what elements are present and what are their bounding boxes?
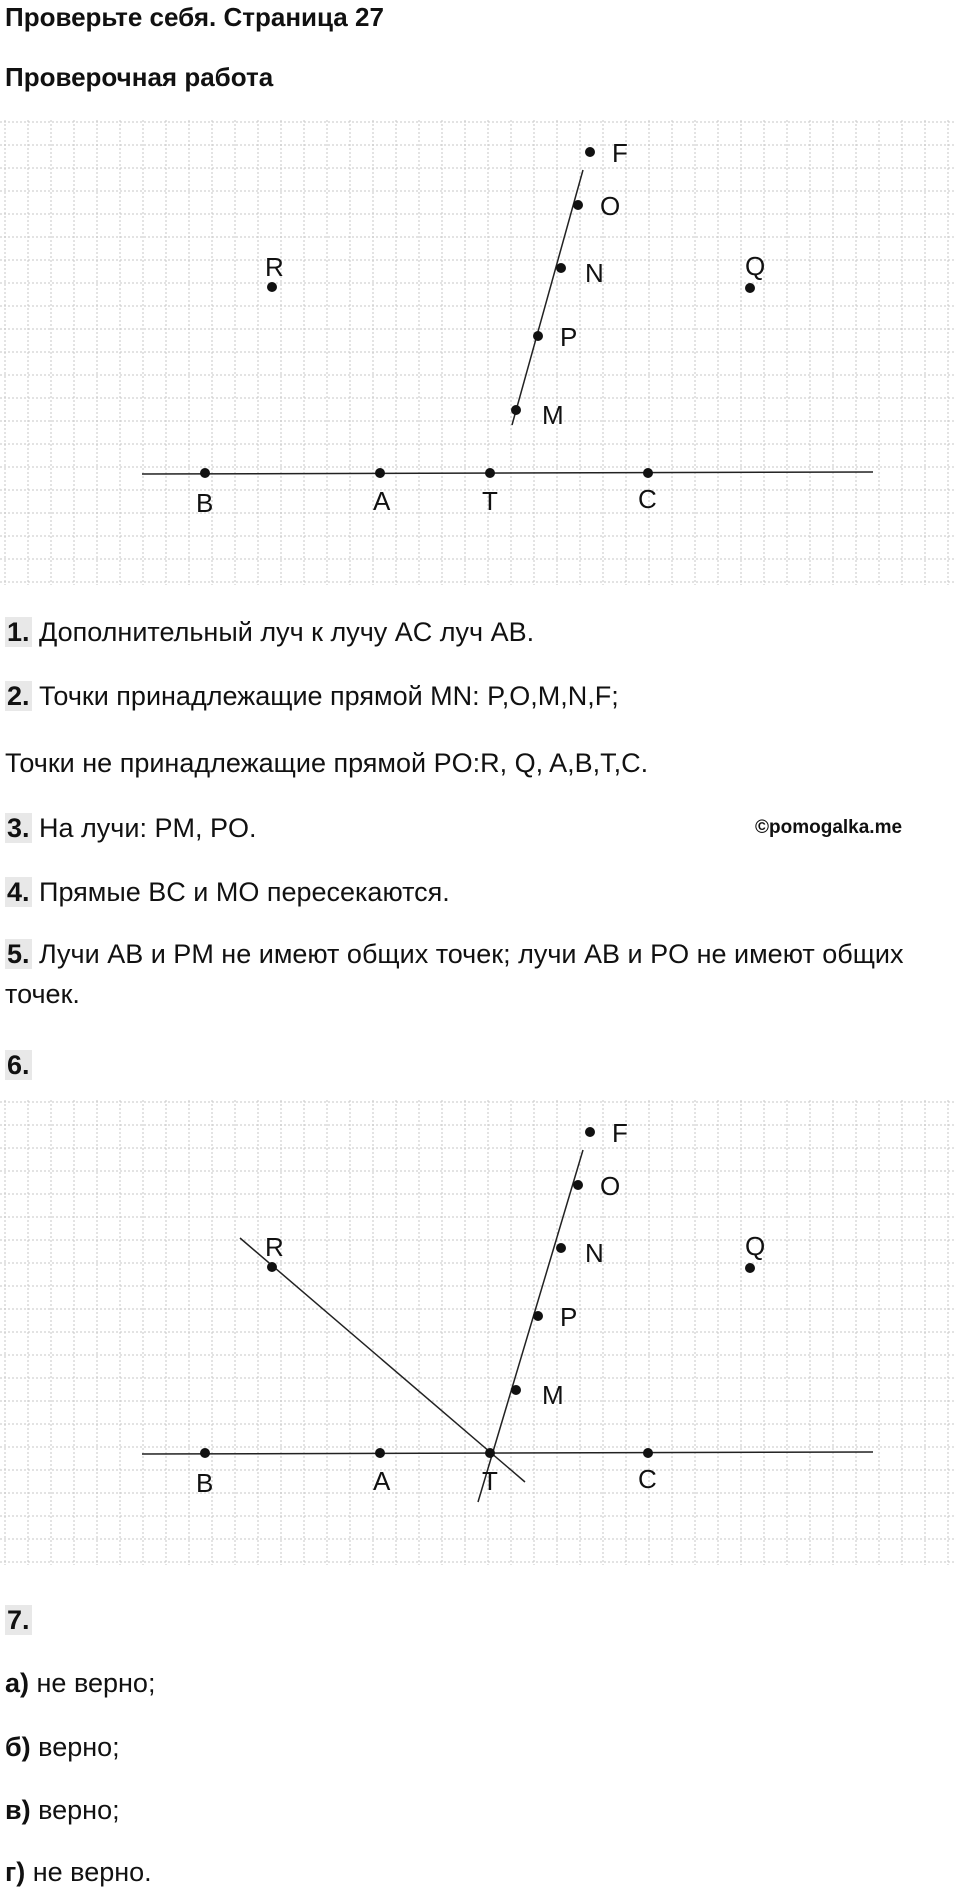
point-label-b: B	[196, 488, 214, 518]
point-label-q: Q	[745, 1231, 766, 1261]
point-label-m: M	[542, 1380, 564, 1410]
answer-1	[5, 612, 955, 652]
answer-4	[5, 872, 955, 912]
answer-7a	[5, 1663, 955, 1703]
grid-paper	[0, 1100, 955, 1565]
point-label-a: A	[373, 486, 391, 516]
answer-7d	[5, 1852, 955, 1892]
grid-paper	[0, 120, 955, 585]
point-label-c: C	[638, 1464, 657, 1494]
answer-key: в)	[5, 1795, 31, 1825]
point-label-c: C	[638, 484, 657, 514]
point-o	[573, 200, 583, 210]
point-c	[643, 1448, 653, 1458]
answer-7c	[5, 1790, 955, 1830]
line-mf	[512, 170, 583, 425]
point-r	[267, 1262, 277, 1272]
point-label-t: T	[482, 1466, 498, 1496]
point-label-a: A	[373, 1466, 391, 1496]
line-rt	[240, 1238, 525, 1482]
watermark-text: ©pomogalka.me	[755, 817, 903, 838]
point-b	[200, 1448, 210, 1458]
line-bc	[142, 1452, 873, 1454]
point-label-p: P	[560, 322, 578, 352]
answer-number: 5.	[7, 939, 30, 969]
point-p	[533, 1311, 543, 1321]
answer-number: 4.	[7, 877, 30, 907]
line-bc	[142, 472, 873, 474]
answer-text: верно;	[30, 1795, 120, 1825]
answer-number: 3.	[7, 813, 30, 843]
point-n	[556, 1243, 566, 1253]
point-label-n: N	[585, 258, 604, 288]
point-label-f: F	[612, 1118, 628, 1148]
page-title: Проверьте себя. Страница 27	[5, 2, 384, 32]
answer-key: б)	[5, 1732, 31, 1762]
answer-2-continued: Точки не принадлежащие прямой PO:R, Q, A,B,T,C.	[5, 748, 649, 778]
point-r	[267, 282, 277, 292]
point-label-r: R	[265, 1232, 284, 1262]
answer-text: Точки принадлежащие прямой MN: P,O,M,N,F;	[31, 681, 619, 711]
point-label-f: F	[612, 138, 628, 168]
answer-text: Дополнительный луч к лучу AC луч AB.	[31, 617, 535, 647]
point-label-p: P	[560, 1302, 578, 1332]
answer-text: не верно.	[25, 1857, 152, 1887]
point-label-o: O	[600, 191, 621, 221]
geometry-figure-2	[0, 1100, 960, 1570]
point-c	[643, 468, 653, 478]
point-label-q: Q	[745, 251, 766, 281]
point-label-r: R	[265, 252, 284, 282]
point-label-o: O	[600, 1171, 621, 1201]
point-t	[485, 1448, 495, 1458]
point-label-t: T	[482, 486, 498, 516]
answer-key: г)	[5, 1857, 26, 1887]
answer-key: а)	[5, 1668, 30, 1698]
point-label-b: B	[196, 1468, 214, 1498]
answer-text: Прямые BC и MO пересекаются.	[31, 877, 450, 907]
geometry-figure-1	[0, 120, 960, 590]
point-f	[585, 147, 595, 157]
answer-number: 6.	[7, 1050, 30, 1080]
point-t	[485, 468, 495, 478]
point-q	[745, 1263, 755, 1273]
answer-5	[5, 934, 955, 1014]
answer-number: 7.	[7, 1605, 30, 1635]
answer-text: не верно;	[29, 1668, 156, 1698]
answer-6	[5, 1045, 955, 1085]
point-p	[533, 331, 543, 341]
point-q	[745, 283, 755, 293]
answer-text: На лучи: PM, PO.	[31, 813, 257, 843]
point-label-m: M	[542, 400, 564, 430]
point-o	[573, 1180, 583, 1190]
point-m	[511, 1385, 521, 1395]
answer-number: 2.	[7, 681, 30, 711]
answer-2	[5, 676, 955, 716]
point-m	[511, 405, 521, 415]
point-label-n: N	[585, 1238, 604, 1268]
point-a	[375, 468, 385, 478]
answer-number: 1.	[7, 617, 30, 647]
point-a	[375, 1448, 385, 1458]
point-b	[200, 468, 210, 478]
point-f	[585, 1127, 595, 1137]
answer-7	[5, 1600, 955, 1640]
answer-text: верно;	[30, 1732, 120, 1762]
section-title: Проверочная работа	[5, 62, 274, 92]
answer-text: Лучи AB и PM не имеют общих точек; лучи AB и PO не имеют общих точек.	[5, 939, 904, 1009]
answer-7b	[5, 1727, 955, 1767]
point-n	[556, 263, 566, 273]
